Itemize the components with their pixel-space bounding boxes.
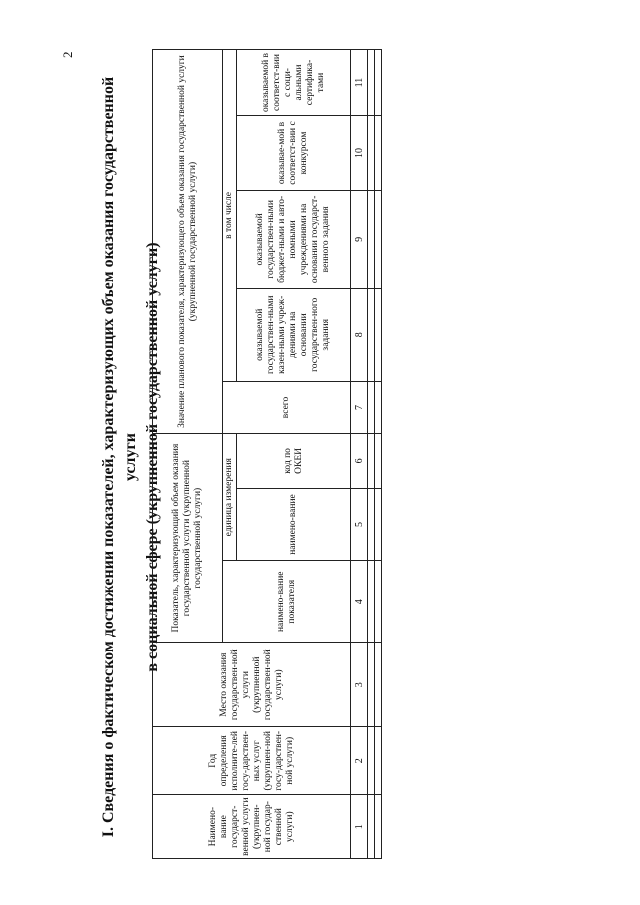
empty-data-row — [375, 50, 382, 859]
column-number: 5 — [351, 488, 368, 561]
header-including-group: в том числе — [223, 50, 237, 382]
header-social-certificates: оказываемой в соответст-вии с соци-альными сертифика-тами — [237, 50, 351, 116]
header-competition: оказывае-мой в соответст-вии с конкурсом — [237, 116, 351, 191]
column-numbers-row — [351, 50, 368, 859]
header-year: Год определения исполните-лей госу-дарствен-ных услуг (укрупнен-ной госу-дарствен-ной услуги) — [153, 727, 351, 795]
heading-line-2: в социальной сфере (укрупненной государственной услуги) — [144, 242, 161, 672]
header-value-group: Значение планового показателя, характеризующего объем оказания государственной услуги (укрупненной государственной услуги) — [153, 50, 223, 434]
header-unit-group: единица измерения — [223, 434, 237, 561]
column-number: 1 — [351, 795, 368, 859]
header-indicator-name: наимено-вание показателя — [223, 561, 351, 643]
column-number: 9 — [351, 191, 368, 289]
empty-data-row — [368, 50, 375, 859]
header-service-name: Наимено-вание государст-венной услуги (укрупнен-ной государ-ственной услуги) — [153, 795, 351, 859]
column-number: 8 — [351, 288, 368, 381]
column-number: 10 — [351, 116, 368, 191]
column-number: 7 — [351, 381, 368, 433]
column-number: 4 — [351, 561, 368, 643]
header-budget-autonomous-institutions: оказываемой государствен-ными бюджет-ными и авто-номными учреждениями на основании государст-венного задания — [237, 191, 351, 289]
heading-line-1: I. Сведения о фактическом достижении показателей, характеризующих объем оказания государственной услуги — [100, 76, 139, 838]
column-number: 2 — [351, 727, 368, 795]
header-total: всего — [223, 381, 351, 433]
column-number: 3 — [351, 643, 368, 727]
column-number: 6 — [351, 434, 368, 489]
page-number: 2 — [60, 51, 75, 58]
header-unit-name: наимено-вание — [237, 488, 351, 561]
header-indicator-group: Показатель, характеризующий объем оказания государственной услуги (укрупненной государственной услуги) — [153, 434, 223, 643]
header-unit-code: код по ОКЕИ — [237, 434, 351, 489]
header-place: Место оказания государствен-ной услуги (укрупненной государствен-ной услуги) — [153, 643, 351, 727]
header-state-treasury-institutions: оказываемой государствен-ными казен-ными учреж-дениями на основании государствен-ного задания — [237, 288, 351, 381]
volume-indicators-table — [152, 49, 382, 859]
column-number: 11 — [351, 50, 368, 116]
